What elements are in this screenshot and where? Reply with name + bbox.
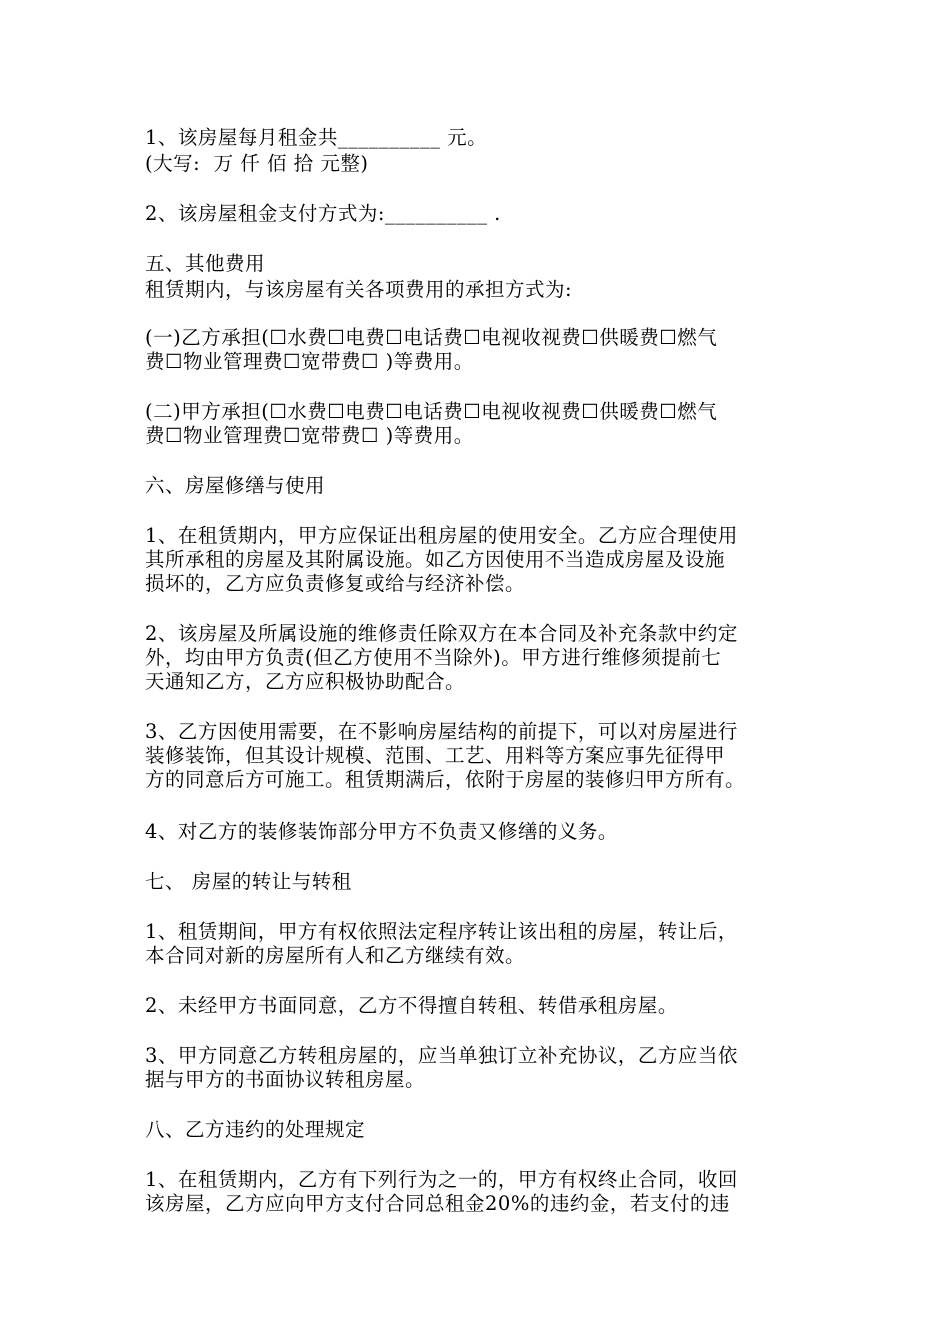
paragraph-line: 据与甲方的书面协议转租房屋。 [145, 1068, 426, 1091]
paragraph-line: 费☐物业管理费☐宽带费☐ )等费用。 [145, 424, 474, 447]
paragraph-line: 1、在租赁期内，乙方有下列行为之一的，甲方有权终止合同，收回 [145, 1168, 738, 1191]
paragraph-line: 3、甲方同意乙方转租房屋的，应当单独订立补充协议，乙方应当依 [145, 1044, 738, 1067]
paragraph-line: 租赁期内，与该房屋有关各项费用的承担方式为: [145, 278, 573, 301]
paragraph-line: 3、乙方因使用需要，在不影响房屋结构的前提下，可以对房屋进行 [145, 720, 738, 743]
paragraph-line: 该房屋，乙方应向甲方支付合同总租金20%的违约金，若支付的违 [145, 1192, 730, 1215]
paragraph-line: (二)甲方承担(☐水费☐电费☐电话费☐电视收视费☐供暖费☐燃气 [145, 400, 718, 423]
payment-method-line: 2、该房屋租金支付方式为:__________ . [145, 202, 501, 225]
paragraph-line: 方的同意后方可施工。租赁期满后，依附于房屋的装修归甲方所有。 [145, 768, 746, 791]
section-heading-transfer: 七、 房屋的转让与转租 [145, 870, 352, 893]
paragraph-line: 天通知乙方，乙方应积极协助配合。 [145, 670, 466, 693]
paragraph-line: 4、对乙方的装修装饰部分甲方不负责又修缮的义务。 [145, 820, 618, 843]
paragraph-line: 外，均由甲方负责(但乙方使用不当除外)。甲方进行维修须提前七 [145, 646, 722, 669]
paragraph-line: 1、租赁期间，甲方有权依照法定程序转让该出租的房屋，转让后， [145, 920, 738, 943]
rent-amount-line: 1、该房屋每月租金共__________ 元。 [145, 126, 488, 149]
paragraph-line: 损坏的，乙方应负责修复或给与经济补偿。 [145, 572, 526, 595]
section-heading-other-fees: 五、其他费用 [145, 252, 266, 275]
rent-amount-uppercase-line: (大写: 万 仟 佰 拾 元整) [145, 152, 369, 175]
section-heading-breach: 八、乙方违约的处理规定 [145, 1118, 366, 1141]
paragraph-line: 费☐物业管理费☐宽带费☐ )等费用。 [145, 350, 474, 373]
paragraph-line: (一)乙方承担(☐水费☐电费☐电话费☐电视收视费☐供暖费☐燃气 [145, 326, 718, 349]
paragraph-line: 装修装饰，但其设计规模、范围、工艺、用料等方案应事先征得甲 [145, 744, 726, 767]
paragraph-line: 本合同对新的房屋所有人和乙方继续有效。 [145, 944, 526, 967]
paragraph-line: 其所承租的房屋及其附属设施。如乙方因使用不当造成房屋及设施 [145, 548, 726, 571]
section-heading-repairs: 六、房屋修缮与使用 [145, 474, 326, 497]
paragraph-line: 2、未经甲方书面同意，乙方不得擅自转租、转借承租房屋。 [145, 994, 678, 1017]
paragraph-line: 2、该房屋及所属设施的维修责任除双方在本合同及补充条款中约定 [145, 622, 738, 645]
paragraph-line: 1、在租赁期内，甲方应保证出租房屋的使用安全。乙方应合理使用 [145, 524, 738, 547]
